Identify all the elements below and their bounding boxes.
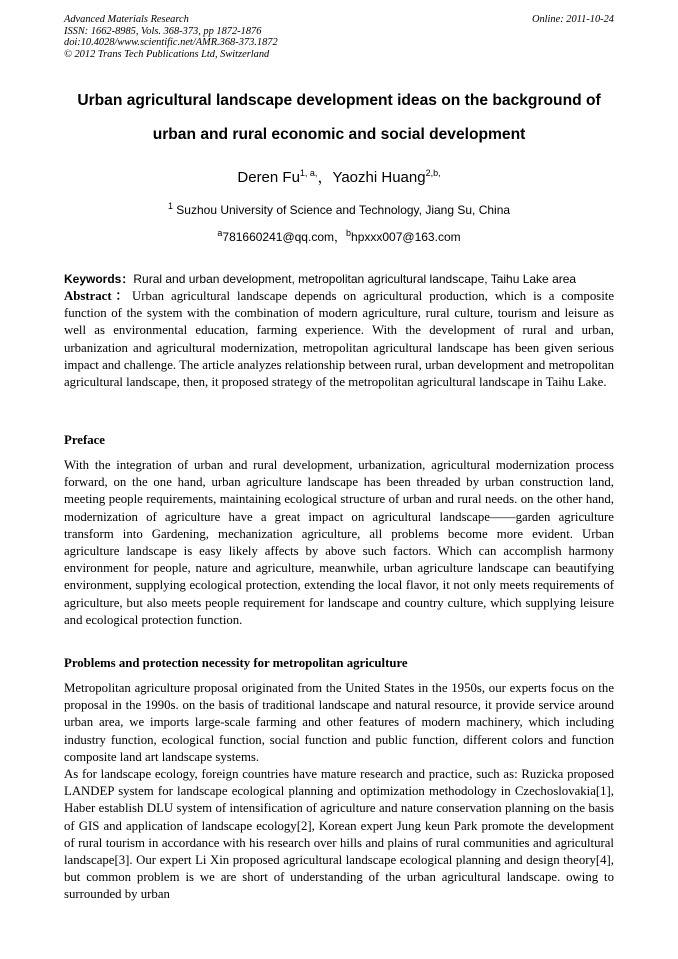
email-a[interactable]: 781660241@qq.com	[222, 230, 334, 244]
doi-line: doi:10.4028/www.scientific.net/AMR.368-373.1872	[64, 37, 278, 49]
problems-heading: Problems and protection necessity for metropolitan agriculture	[64, 656, 408, 670]
email-b[interactable]: hpxxx007@163.com	[351, 230, 461, 244]
abstract	[64, 288, 614, 391]
author-list	[0, 166, 678, 187]
keywords-label: Keywords：	[64, 272, 134, 286]
abstract-label: Abstract：	[64, 289, 133, 303]
email-sep: ，	[334, 230, 347, 244]
author-2-name: Yaozhi Huang	[332, 169, 426, 186]
paper-title-line-2: urban and rural economic and social development	[152, 126, 526, 143]
keywords-text: Rural and urban development, metropolitan agricultural landscape, Taihu Lake area	[133, 272, 577, 286]
journal-header	[64, 14, 278, 60]
email-line	[0, 228, 678, 245]
keywords	[64, 270, 614, 287]
author-separator: ，	[317, 169, 333, 186]
affiliation-sup: 1	[167, 201, 173, 211]
email-b-sup: b	[346, 228, 352, 238]
paper-title-line-1: Urban agricultural landscape development ideas on the background of	[77, 92, 601, 109]
preface-heading: Preface	[64, 433, 105, 447]
abstract-text: Urban agricultural landscape depends on agricultural production, which is a composite function of the system with the combination of modern agriculture, rural culture, tourism and leisure as well as environmental education, farming experience. With the development of rural and urban, urbanization and agricultural modernization, metropolitan agricultural landscape has been given serious impact and challenge. The article analyzes relationship between rural, urban development and metropolitan agricultural landscape, then, it proposed strategy of the metropolitan agricultural landscape in Taihu Lake.	[64, 289, 615, 390]
author-1-sup: 1, a,	[299, 168, 318, 178]
author-1-name: Deren Fu	[237, 169, 300, 186]
affiliation	[0, 203, 678, 217]
affiliation-text: Suzhou University of Science and Technology, Jiang Su, China	[176, 203, 511, 217]
problems-paragraph-1: Metropolitan agriculture proposal originated from the United States in the 1950s, our experts focus on the proposal in the 1990s. on the basis of traditional landscape and natural resource, it provide service around urban area, we imports large-scale farming and other features of modern machinery, which including industry function, ecological function, social function and public function, different colors and function composite land art landscape systems.	[64, 681, 614, 764]
author-2-sup: 2,b,	[425, 168, 441, 178]
email-a-sup: a	[217, 228, 223, 238]
preface-paragraph: With the integration of urban and rural development, urbanization, agricultural modernization process forward, on the one hand, urban agriculture landscape has been threaded by urban construction land, meeting people requirements, maintaining ecological structure of urban and rural needs. on the other hand, modernization of agriculture have a great impact on agricultural landscape——garden agriculture transform into Gardening, mechanization agriculture, all problems become more evident. Urban agriculture landscape is easy likely affects by above such factors. Which can accomplish harmony environment for people, nature and agriculture, meanwhile, urban agriculture landscape can beautifying environment, supplying ecological protection, extending the local flavor, it not only meets requirements of agriculture, but also meets people requirement for landscape and country culture, which supplying leisure and ecological protection function.	[64, 458, 614, 627]
problems-paragraph-2: As for landscape ecology, foreign countries have mature research and practice, such as: Ruzicka proposed LANDEP system for landscape ecological planning and optimization methodology in Czechoslovakia[1], Haber establish DLU system of intensification of agriculture and nature conservation planning on the basis of GIS and application of landscape ecology[2], Korean expert Jung keun Park promote the development of rural tourism in accordance with his research over hills and plains of rural communities and agricultural landscape[3]. Our expert Li Xin proposed agricultural landscape ecological planning and design theory[4], but common problem is we are short of understanding of the urban agricultural landscape. owing to surrounded by urban	[64, 767, 614, 902]
online-date: Online: 2011-10-24	[531, 14, 614, 25]
copyright-line: © 2012 Trans Tech Publications Ltd, Switzerland	[64, 48, 270, 60]
issn-line: ISSN: 1662-8985, Vols. 368-373, pp 1872-1876	[64, 25, 262, 37]
journal-name: Advanced Materials Research	[64, 14, 189, 25]
